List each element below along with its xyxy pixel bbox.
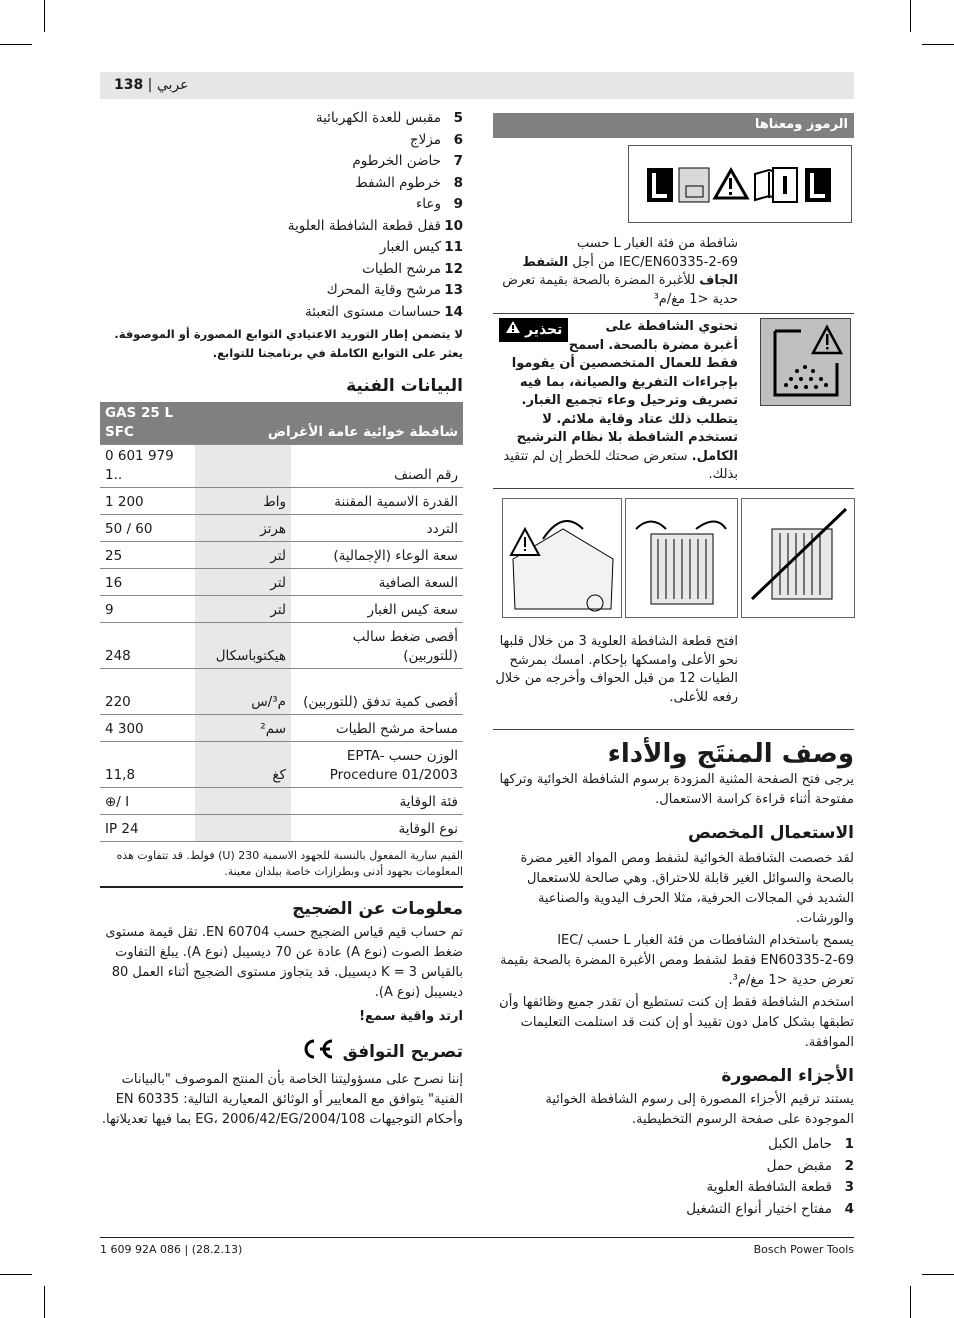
cell-unit: هيكتوباسكال	[195, 623, 291, 669]
use-heading: الاستعمال المخصص	[688, 823, 854, 843]
right-main	[493, 739, 854, 1220]
dust-warning-icon	[760, 318, 851, 406]
cell-unit: لتر	[195, 596, 291, 623]
symbols-heading: الرموز ومعناها	[754, 117, 848, 132]
cell-unit: هرتز	[195, 515, 291, 542]
cell-unit: لتر	[195, 542, 291, 569]
parts-intro: يستند ترقيم الأجزاء المصورة إلى رسوم الشافطة الخوائية الموجودة على صفحة الرسوم التخطيطية.	[545, 1092, 854, 1127]
divider	[493, 313, 854, 314]
cell-value: IP 24	[100, 815, 195, 842]
item-number: 6	[453, 131, 463, 148]
tech-footnote: القيم سارية المفعول بالنسبة للجهود الاسمية 230 (U) فولط. قد تتفاوت هذه المعلومات بجهود أدنى وبطرازات خاصة ببلدان معينة.	[100, 848, 463, 888]
symbol-desc	[493, 235, 738, 309]
symbol-desc-2: الجاف	[699, 273, 738, 288]
left-column	[100, 108, 463, 1130]
item-label: مزلاج	[409, 131, 441, 148]
item-label: حساسات مستوى التعبئة	[305, 303, 441, 320]
warning-normal: ستعرض صحتك للخطر إن لم تتقيد بذلك.	[503, 448, 738, 482]
filter-caption: افتح قطعة الشافطة العلوية 3 من خلال قلبها نحو الأعلى وامسكها بإحكام. امسك بمرشح الطيات 12 من قبل الحواف وأخرجه من خلال رفعه للأعلى.	[495, 634, 738, 705]
item-number: 11	[444, 239, 463, 255]
cell-label: سعة الوعاء (الإجمالية)	[291, 542, 463, 569]
crop-mark	[0, 44, 32, 45]
parts-list-continued	[100, 108, 463, 323]
cell-label: رقم الصنف	[291, 445, 463, 488]
item-label: مرشح الطيات	[362, 260, 441, 277]
list-item	[493, 1177, 854, 1199]
table-row	[100, 542, 463, 569]
crop-mark	[0, 1274, 32, 1275]
symbol-desc-3: للأغبرة المضرة بالصحة بقيمة تعرض حدية <1 مغ/م³	[502, 273, 738, 307]
warning-triangle-icon	[505, 320, 521, 340]
symbol-desc-1b: الشفط	[522, 254, 569, 270]
item-label: حامل الكبل	[768, 1136, 832, 1152]
tech-table-header	[100, 402, 463, 445]
item-number: 12	[444, 260, 463, 277]
crop-mark	[922, 44, 954, 45]
cell-label: التردد	[291, 515, 463, 542]
tech-data-heading: البيانات الفنية	[346, 376, 463, 396]
table-row	[100, 596, 463, 623]
parts-heading: الأجزاء المصورة	[721, 1066, 854, 1086]
list-item	[493, 1156, 854, 1178]
conformity-text: إننا نصرح على مسؤوليتنا الخاصة بأن المنتج الموصوف "بالبيانات الفنية" يتوافق مع المعايير أو الوثائق المعيارية التالية: EN 60335 وأحكام التوجيهات 2004/108/EG، 2006/42/EG بما فيها تعديلاتها.	[101, 1072, 463, 1127]
item-label: مقبس للعدة الكهربائية	[315, 110, 441, 126]
cell-label: فئة الوقاية	[291, 788, 463, 815]
warning-block	[493, 318, 738, 485]
list-item	[100, 151, 463, 173]
item-number: 8	[453, 174, 463, 191]
divider	[493, 729, 854, 730]
cell-value: 50 / 60	[100, 515, 195, 542]
symbol-desc-1: شافطة من فئة الغبار L حسب IEC/EN60335-2-69 من أجل	[572, 236, 738, 270]
table-row	[100, 515, 463, 542]
footer-right: Bosch Power Tools	[753, 1243, 854, 1256]
cell-label: أقصى ضغط سالب (للتوربين)	[291, 623, 463, 669]
warning-badge-label: تحذير	[525, 321, 563, 338]
ce-mark-icon	[297, 1038, 335, 1066]
list-item	[100, 130, 463, 152]
list-item	[100, 237, 463, 259]
use-paragraph-2: يسمح باستخدام الشافطات من فئة الغبار L حسب IEC/ EN60335-2-69 فقط لشفط ومص الأغبرة المضرة بالصحة بقيمة تعرض حدية <1 مغ/م³.	[499, 933, 854, 988]
item-number: 7	[453, 153, 463, 169]
crop-mark	[44, 0, 45, 32]
cell-value: 25	[100, 542, 195, 569]
main-heading: وصف المنتَج والأداء	[607, 739, 854, 769]
table-row	[100, 445, 463, 488]
cell-unit: سم²	[195, 715, 291, 742]
list-item	[100, 280, 463, 302]
cell-unit: لتر	[195, 569, 291, 596]
page-header	[100, 72, 854, 99]
cell-value: 248	[100, 623, 195, 669]
illustration-pleated-filter	[625, 498, 738, 618]
divider	[493, 488, 854, 489]
cell-unit: كغ	[195, 742, 291, 788]
cell-label: مساحة مرشح الطيات	[291, 715, 463, 742]
list-item	[100, 108, 463, 130]
table-row	[100, 742, 463, 788]
cell-value: 220	[100, 669, 195, 715]
noise-warning: ارتد واقية سمع!	[359, 1009, 463, 1024]
cell-value: 4 300	[100, 715, 195, 742]
list-item	[100, 302, 463, 324]
warning-badge	[499, 318, 568, 342]
list-item	[100, 259, 463, 281]
cell-value: 9	[100, 596, 195, 623]
noise-text: تم حساب قيم قياس الضجيج حسب EN 60704. تقل قيمة مستوى ضغط الصوت (نوع A) عادة عن 70 ديسيبل (نوع A). يبلغ التفاوت بالقياس K = 3 ديسيبل. قد يتجاوز مستوى الضجيج أثناء العمل 80 ديسيبل (نوع A).	[105, 925, 463, 1000]
cell-label: القدرة الاسمية المقننة	[291, 488, 463, 515]
table-row	[100, 623, 463, 669]
symbol-strip	[628, 145, 852, 223]
item-label: كيس الغبار	[379, 239, 441, 255]
page-number-label: عربي | 138	[114, 77, 189, 93]
table-row	[100, 488, 463, 515]
cell-value: 0 601 979 1..	[100, 445, 195, 488]
cell-value: ⊕/ I	[100, 788, 195, 815]
cell-value: 1 200	[100, 488, 195, 515]
warning-bold-2: اسمح فقط للعمال المتخصصين أن يقوموا بإجراءات التفريغ والصيانة، بما فيه تصريف وترحيل وعاء تجميع الغبار. يتطلب ذلك عتاد وقاية ملائم. لا تستخدم الشافطة بلا نظام الترشيح الكامل.	[511, 337, 738, 464]
tech-header-model: GAS 25 L SFC	[100, 402, 195, 445]
cell-unit: م³/س	[195, 669, 291, 715]
crop-mark	[922, 1274, 954, 1275]
accessory-note: لا يتضمن إطار التوريد الاعتيادي التوابع المصورة أو الموصوفة. يعثر على التوابع الكاملة في برنامجنا للتوابع.	[114, 327, 463, 360]
cell-unit	[195, 815, 291, 842]
item-number: 4	[844, 1200, 854, 1217]
table-row	[100, 788, 463, 815]
symbols-heading-bar	[493, 113, 854, 138]
cell-unit: واط	[195, 488, 291, 515]
conformity-heading: تصريح التوافق	[342, 1041, 463, 1062]
illustration-filter-wrong	[741, 498, 855, 618]
cell-label: نوع الوقاية	[291, 815, 463, 842]
item-label: قفل قطعة الشافطة العلوية	[287, 217, 441, 234]
item-number: 13	[444, 282, 463, 298]
crop-mark	[910, 0, 911, 32]
item-label: وعاء	[415, 196, 441, 212]
intro-text: يرجى فتح الصفحة المثنية المزودة برسوم الشافطة الخوائية وتركها مفتوحة أثناء قراءة كراسة الاستعمال.	[499, 772, 854, 807]
crop-mark	[44, 1286, 45, 1318]
item-label: مقبض حمل	[766, 1157, 832, 1174]
footer-rule	[100, 1237, 854, 1238]
item-number: 10	[444, 217, 463, 234]
use-paragraph-1: لقد خصصت الشافطة الخوائية لشفط ومص المواد الغير مضرة بالصحة والسوائل الغير قابلة للاحتراق. وهي صالحة للاستعمال الشديد في المجالات الحرفية، مثلا الحرف اليدوية والصناعية والورشات.	[520, 851, 854, 926]
cell-unit	[195, 445, 291, 488]
item-label: حاضن الخرطوم	[352, 153, 441, 169]
parts-list	[493, 1134, 854, 1220]
tech-data-table	[100, 402, 463, 842]
list-item	[493, 1199, 854, 1221]
item-label: مفتاح اختيار أنواع التشغيل	[686, 1200, 832, 1217]
item-label: خرطوم الشفط	[355, 174, 441, 191]
conformity-heading-row	[100, 1038, 463, 1066]
cell-label: أقصى كمية تدفق (للتوربين)	[291, 669, 463, 715]
cell-value: 11,8	[100, 742, 195, 788]
cell-label: سعة كيس الغبار	[291, 596, 463, 623]
illustration-open-lid	[502, 498, 622, 618]
tech-header-label: شافطة خوائية عامة الأغراض	[195, 402, 463, 445]
item-number: 9	[453, 196, 463, 212]
cell-unit	[195, 788, 291, 815]
list-item	[100, 194, 463, 216]
table-row	[100, 669, 463, 715]
item-number: 2	[844, 1157, 854, 1174]
cell-label: السعة الصافية	[291, 569, 463, 596]
list-item	[100, 216, 463, 238]
warning-bold-1: تحتوي الشافطة على أغبرة مضرة بالصحة.	[605, 319, 738, 353]
item-number: 1	[844, 1136, 854, 1152]
language-label: عربي	[156, 77, 189, 93]
cell-value: 16	[100, 569, 195, 596]
cell-label: الوزن حسب EPTA-Procedure 01/2003	[291, 742, 463, 788]
item-label: مرشح وقاية المحرك	[326, 282, 441, 298]
item-number: 3	[844, 1179, 854, 1195]
item-label: قطعة الشافطة العلوية	[706, 1179, 832, 1195]
use-paragraph-3: استخدم الشافطة فقط إن كنت تستطيع أن تقدر جميع وظائفها وأن تطبقها بشكل كامل دون تقييد أو إن كنت قد استلمت التعليمات الموافقة.	[499, 995, 854, 1050]
table-row	[100, 715, 463, 742]
crop-mark	[910, 1286, 911, 1318]
item-number: 5	[453, 110, 463, 126]
list-item	[493, 1134, 854, 1156]
table-row	[100, 815, 463, 842]
page-number: 138	[114, 77, 144, 93]
footer-left: 1 609 92A 086 | (28.2.13)	[100, 1243, 243, 1256]
table-row	[100, 569, 463, 596]
item-number: 14	[444, 303, 463, 320]
noise-heading: معلومات عن الضجيج	[292, 899, 463, 919]
list-item	[100, 173, 463, 195]
